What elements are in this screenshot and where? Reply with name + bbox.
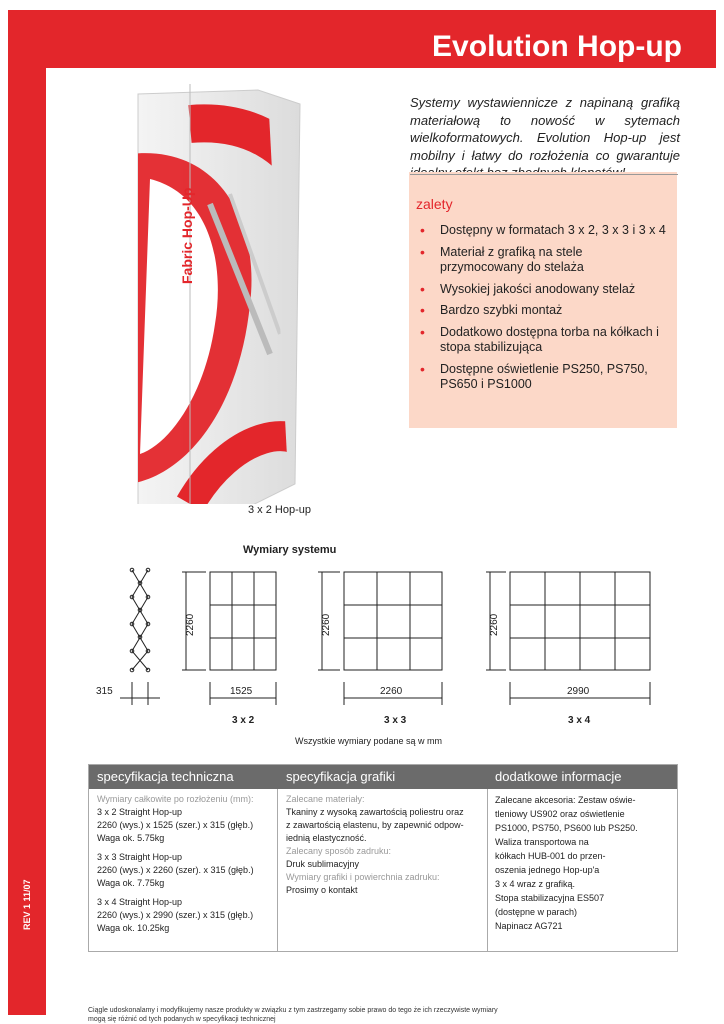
- advantage-item: • Dostępne oświetlenie PS250, PS750, PS650 i PS1000: [418, 362, 668, 393]
- spec-line: z zawartością elastenu, by zapewnić odpow-: [286, 820, 464, 830]
- spec-line: kółkach HUB-001 do przen-: [495, 851, 606, 861]
- spec-line: tleniowy US902 oraz oświetlenie: [495, 809, 625, 819]
- format-label-3x3: 3 x 3: [384, 715, 407, 726]
- spec-header-extra: dodatkowe informacje: [495, 769, 622, 784]
- spec-table: [88, 764, 678, 952]
- spec-line: Zalecane akcesoria: Zestaw oświe-: [495, 795, 636, 805]
- spec-line: Waga ok. 7.75kg: [97, 878, 165, 888]
- product-image: [130, 84, 310, 504]
- spec-divider: [487, 789, 488, 951]
- spec-line: Tkaniny z wysoką zawartością poliestru oraz: [286, 807, 464, 817]
- spec-extra-column: [495, 793, 673, 933]
- spec-line: iednią elastyczność.: [286, 833, 367, 843]
- spec-line: 2260 (wys.) x 2260 (szer). x 315 (głęb.): [97, 865, 254, 875]
- width-label-3x4: 2990: [567, 686, 590, 697]
- footer-disclaimer: Ciągle udoskonalamy i modyfikujemy nasze produkty w związku z tym zastrzegamy sobie prawo do tego że ich rzeczywiste wymiary mogą się różnić od tych podanych w specyfikacji technicznej: [88, 1007, 498, 1023]
- advantage-item: • Wysokiej jakości anodowany stelaż: [418, 282, 668, 298]
- spec-header-tech: specyfikacja techniczna: [97, 769, 234, 784]
- format-label-3x4: 3 x 4: [568, 715, 591, 726]
- spec-line: 3 x 3 Straight Hop-up: [97, 852, 183, 862]
- spec-line: Waga ok. 5.75kg: [97, 833, 165, 843]
- height-label-3x3: 2260: [321, 613, 332, 636]
- dimensions-title: Wymiary systemu: [243, 544, 337, 556]
- left-band: [8, 10, 46, 1015]
- spec-line: 3 x 4 Straight Hop-up: [97, 897, 183, 907]
- spec-line: PS1000, PS750, PS600 lub PS250.: [495, 823, 638, 833]
- width-label-3x2: 1525: [230, 686, 253, 697]
- spec-line: 2260 (wys.) x 2990 (szer.) x 315 (głęb.): [97, 910, 254, 920]
- advantages-list: [418, 223, 668, 399]
- spec-line: Stopa stabilizacyjna ES507: [495, 893, 605, 903]
- product-box-label: Fabric Hop-Up: [179, 187, 195, 284]
- spec-line: 3 x 4 wraz z grafiką.: [495, 879, 576, 889]
- advantage-item: • Bardzo szybki montaż: [418, 303, 668, 319]
- height-label-3x4: 2260: [489, 613, 500, 636]
- advantage-item: • Dodatkowo dostępna torba na kółkach i stopa stabilizująca: [418, 325, 668, 356]
- format-label-3x2: 3 x 2: [232, 715, 255, 726]
- depth-label: 315: [96, 686, 113, 697]
- spec-line: 2260 (wys.) x 1525 (szer.) x 315 (głęb.): [97, 820, 254, 830]
- intro-rule: [410, 174, 678, 175]
- spec-line: 3 x 2 Straight Hop-up: [97, 807, 183, 817]
- spec-line: Napinacz AG721: [495, 921, 563, 931]
- dimensions-note: Wszystkie wymiary podane są w mm: [295, 736, 443, 746]
- advantage-item: • Dostępny w formatach 3 x 2, 3 x 3 i 3 x 4: [418, 223, 668, 239]
- advantage-item: • Materiał z grafiką na stele przymocowany do stelaża: [418, 245, 668, 276]
- spec-graphics-column: [286, 793, 484, 897]
- spec-tech-column: [97, 793, 275, 935]
- spec-muted: Zalecane materiały:: [286, 794, 365, 804]
- spec-muted: Zalecany sposób zadruku:: [286, 846, 392, 856]
- spec-line: Waliza transportowa na: [495, 837, 589, 847]
- spec-line: (dostępne w parach): [495, 907, 578, 917]
- spec-divider: [277, 789, 278, 951]
- page-title: Evolution Hop-up: [432, 30, 682, 63]
- revision-label: REV 1 11/07: [22, 879, 32, 930]
- spec-line: Waga ok. 10.25kg: [97, 923, 170, 933]
- spec-line: Druk sublimacyjny: [286, 859, 360, 869]
- advantages-title: zalety: [416, 196, 453, 212]
- height-label-3x2: 2260: [185, 613, 196, 636]
- dimensions-diagram: [90, 560, 670, 735]
- spec-line: Prosimy o kontakt: [286, 885, 358, 895]
- spec-header-graphics: specyfikacja grafiki: [286, 769, 396, 784]
- spec-muted: Wymiary grafiki i powierchnia zadruku:: [286, 872, 440, 882]
- width-label-3x3: 2260: [380, 686, 403, 697]
- product-caption: 3 x 2 Hop-up: [248, 504, 311, 516]
- intro-text: Systemy wystawiennicze z napinaną grafiką materiałową to nowość w sytemach wielkoformatowych. Evolution Hop-up jest mobilny i łatwy do rozłożenia co gwarantuje: [410, 95, 680, 163]
- spec-line: oszenia jednego Hop-up'a: [495, 865, 600, 875]
- spec-tech-muted: Wymiary całkowite po rozłożeniu (mm):: [97, 794, 254, 804]
